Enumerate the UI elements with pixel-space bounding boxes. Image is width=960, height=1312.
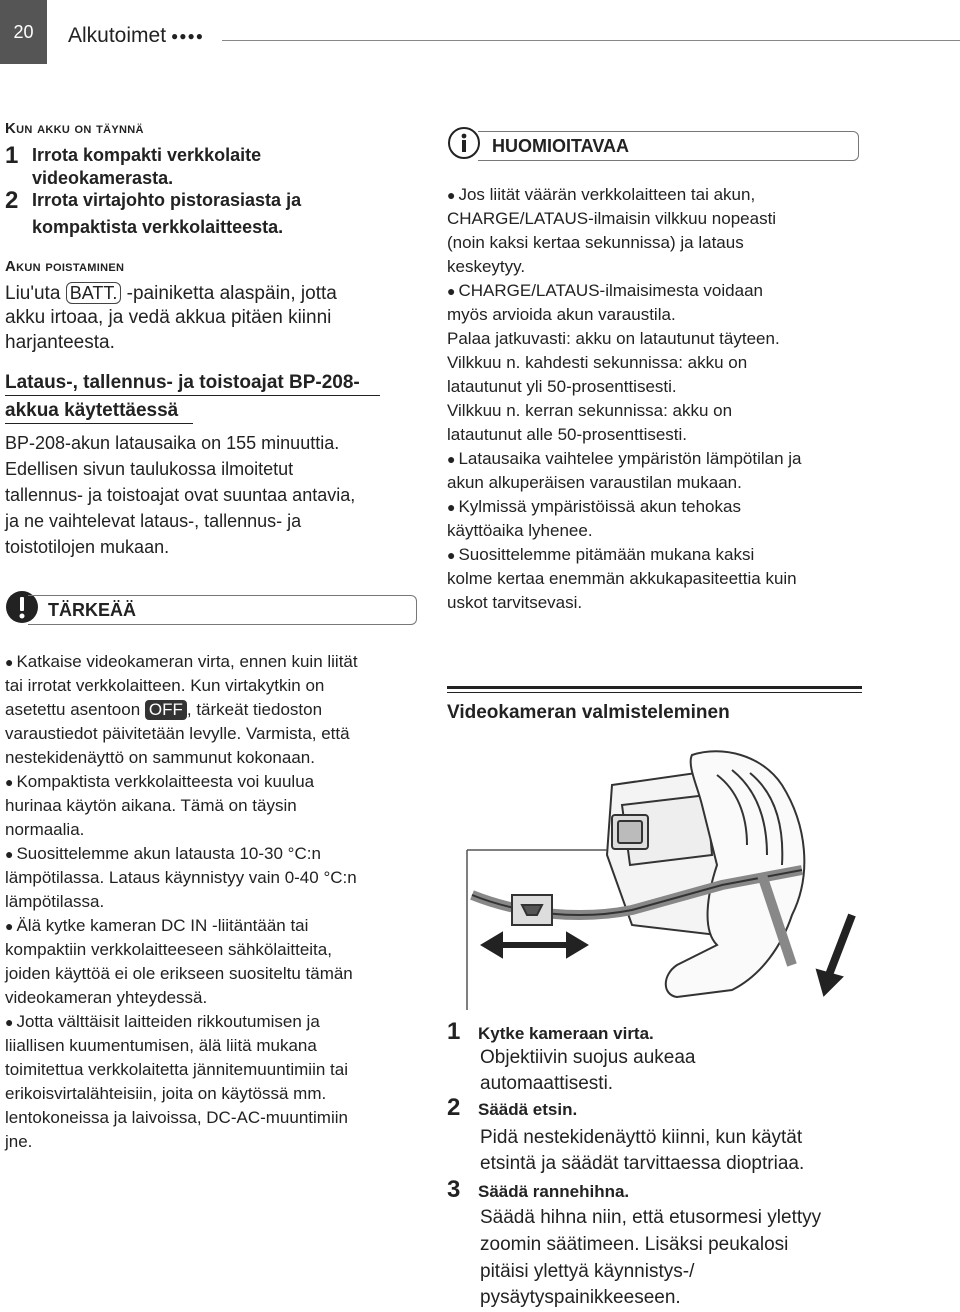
times-line: ja ne vaihtelevat lataus-, tallennus- ja bbox=[5, 511, 302, 531]
important-line: ● Katkaise videokameran virta, ennen kuin liität bbox=[5, 650, 425, 674]
step-line: Säädä hihna niin, että etusormesi ylettyy bbox=[480, 1207, 822, 1228]
step-line: etsintä ja säädät tarvittaessa dioptriaa. bbox=[480, 1153, 805, 1174]
remove-text: harjanteesta. bbox=[5, 332, 115, 353]
notes-line: (noin kaksi kertaa sekunnissa) ja lataus bbox=[447, 233, 744, 252]
remove-text: akku irtoaa, ja vedä akkua pitäen kiinni bbox=[5, 307, 332, 328]
section-rule bbox=[447, 692, 862, 693]
step-line: Pidä nestekidenäyttö kiinni, kun käytät bbox=[480, 1127, 803, 1148]
off-text-post: , tärkeät tiedoston bbox=[186, 700, 323, 719]
chapter-label: Alkutoimet bbox=[68, 24, 167, 47]
important-line: kompaktiin verkkolaitteeseen sähkölaitteita, bbox=[5, 940, 332, 959]
step-number: 3 bbox=[447, 1176, 461, 1203]
step-line: pitäisi ylettyä käynnistys-/ bbox=[480, 1261, 695, 1282]
heading-underline bbox=[5, 423, 193, 424]
times-line: toistotilojen mukaan. bbox=[5, 537, 170, 557]
remove-text-pre: Liu'uta bbox=[5, 283, 66, 304]
notes-line: latautunut alle 50-prosenttisesti. bbox=[447, 425, 688, 444]
notes-line: ● Suosittelemme pitämään mukana kaksi bbox=[447, 543, 877, 567]
important-line: ● Kompaktista verkkolaitteesta voi kuulua bbox=[5, 770, 425, 794]
important-title: TÄRKEÄÄ bbox=[48, 600, 136, 620]
notes-line: ● Latausaika vaihtelee ympäristön lämpötilan ja bbox=[447, 447, 877, 471]
important-line: jne. bbox=[5, 1132, 33, 1151]
step-title: Säädä rannehihna. bbox=[478, 1182, 630, 1201]
important-line: nestekidenäyttö on sammunut kokonaan. bbox=[5, 748, 315, 767]
off-text-pre: asetettu asentoon bbox=[5, 700, 145, 719]
times-line: Edellisen sivun taulukossa ilmoitetut bbox=[5, 459, 294, 479]
important-line: hurinaa käytön aikana. Tämä on täysin bbox=[5, 796, 297, 815]
off-badge: OFF bbox=[145, 700, 187, 720]
important-line: ● Jotta välttäisit laitteiden rikkoutumisen ja bbox=[5, 1010, 425, 1034]
times-line: tallennus- ja toistoajat ovat suuntaa antavia, bbox=[5, 485, 356, 505]
info-icon bbox=[447, 126, 481, 160]
important-line: ● Suosittelemme akun latausta 10-30 °C:n bbox=[5, 842, 425, 866]
times-heading-1: Lataus-, tallennus- ja toistoajat BP-208- bbox=[5, 372, 360, 393]
notes-line: keskeytyy. bbox=[447, 257, 526, 276]
step-line: automaattisesti. bbox=[480, 1073, 614, 1094]
important-line: toimitettua verkkolaitetta jännitemuuntimiin tai bbox=[5, 1060, 348, 1079]
step-number: 2 bbox=[5, 187, 19, 214]
notes-title: HUOMIOITAVAA bbox=[492, 136, 629, 156]
chapter-title bbox=[68, 24, 204, 48]
remove-text-line bbox=[5, 282, 337, 306]
prep-heading: Videokameran valmisteleminen bbox=[447, 702, 730, 723]
notes-line: käyttöaika lyhenee. bbox=[447, 521, 593, 540]
notes-line: latautunut yli 50-prosenttisesti. bbox=[447, 377, 677, 396]
notes-line: akun alkuperäisen varaustilan mukaan. bbox=[447, 473, 742, 492]
step-text: kompaktista verkkolaitteesta. bbox=[32, 217, 284, 237]
step-text: videokamerasta. bbox=[32, 168, 174, 188]
important-line: joiden käyttöä ei ole erikseen suositeltu tämän bbox=[5, 964, 353, 983]
notes-line: Vilkkuu n. kerran sekunnissa: akku on bbox=[447, 401, 733, 420]
times-heading-2: akkua käytettäessä bbox=[5, 400, 179, 421]
important-line: erikoisvirtalähteisiin, joita on käytössä mm. bbox=[5, 1084, 327, 1103]
notes-line: ● Jos liität väärän verkkolaitteen tai akun, bbox=[447, 183, 877, 207]
step-title: Säädä etsin. bbox=[478, 1100, 578, 1119]
important-line: videokameran yhteydessä. bbox=[5, 988, 208, 1007]
page-number: 20 bbox=[0, 0, 47, 64]
step-text: Irrota kompakti verkkolaite bbox=[32, 145, 262, 165]
header-rule bbox=[222, 40, 960, 41]
step-number: 2 bbox=[447, 1094, 461, 1121]
times-line: BP-208-akun latausaika on 155 minuuttia. bbox=[5, 433, 340, 453]
notes-line: Palaa jatkuvasti: akku on latautunut täyteen. bbox=[447, 329, 780, 348]
remove-heading: Akun poistaminen bbox=[5, 258, 125, 275]
important-line-off bbox=[5, 698, 425, 722]
important-line: ● Älä kytke kameran DC IN -liitäntään tai bbox=[5, 914, 425, 938]
step-number: 1 bbox=[5, 142, 19, 169]
important-line: liiallisen kuumentumisen, älä liitä mukana bbox=[5, 1036, 317, 1055]
notes-line: Vilkkuu n. kahdesti sekunnissa: akku on bbox=[447, 353, 748, 372]
step-line: zoomin säätimeen. Lisäksi peukalosi bbox=[480, 1234, 789, 1255]
important-line: lentokoneissa ja laivoissa, DC-AC-muuntimiin bbox=[5, 1108, 348, 1127]
step-line: pysäytyspainikkeeseen. bbox=[480, 1287, 681, 1308]
notes-line: ● Kylmissä ympäristöissä akun tehokas bbox=[447, 495, 877, 519]
remove-text-post: -painiketta alaspäin, jotta bbox=[121, 283, 337, 304]
charge-off-heading: Kun akku on täynnä bbox=[5, 120, 144, 137]
important-line: normaalia. bbox=[5, 820, 85, 839]
camcorder-strap-illustration bbox=[462, 745, 872, 1015]
important-line: lämpötilassa. bbox=[5, 892, 105, 911]
notes-line: kolme kertaa enemmän akkukapasiteettia kuin bbox=[447, 569, 797, 588]
notes-line: ● CHARGE/LATAUS-ilmaisimesta voidaan bbox=[447, 279, 877, 303]
important-list bbox=[5, 650, 425, 1154]
notes-list bbox=[447, 183, 877, 615]
notes-line: uskot tarvitsevasi. bbox=[447, 593, 583, 612]
important-line: varaustiedot päivitetään levylle. Varmista, että bbox=[5, 724, 350, 743]
section-rule bbox=[447, 686, 862, 689]
notes-line: myös arvioida akun varaustila. bbox=[447, 305, 676, 324]
chapter-dots: ●●●● bbox=[171, 29, 205, 44]
step-number: 1 bbox=[447, 1018, 461, 1045]
important-line: tai irrotat verkkolaitteen. Kun virtakytkin on bbox=[5, 676, 325, 695]
important-line: lämpötilassa. Lataus käynnistyy vain 0-40 °C:n bbox=[5, 868, 357, 887]
notes-line: CHARGE/LATAUS-ilmaisin vilkkuu nopeasti bbox=[447, 209, 777, 228]
batt-key-label: BATT. bbox=[66, 282, 122, 304]
step-line: Objektiivin suojus aukeaa bbox=[480, 1047, 696, 1068]
heading-underline bbox=[5, 395, 380, 396]
step-text: Irrota virtajohto pistorasiasta ja bbox=[32, 190, 302, 210]
step-title: Kytke kameraan virta. bbox=[478, 1024, 654, 1043]
